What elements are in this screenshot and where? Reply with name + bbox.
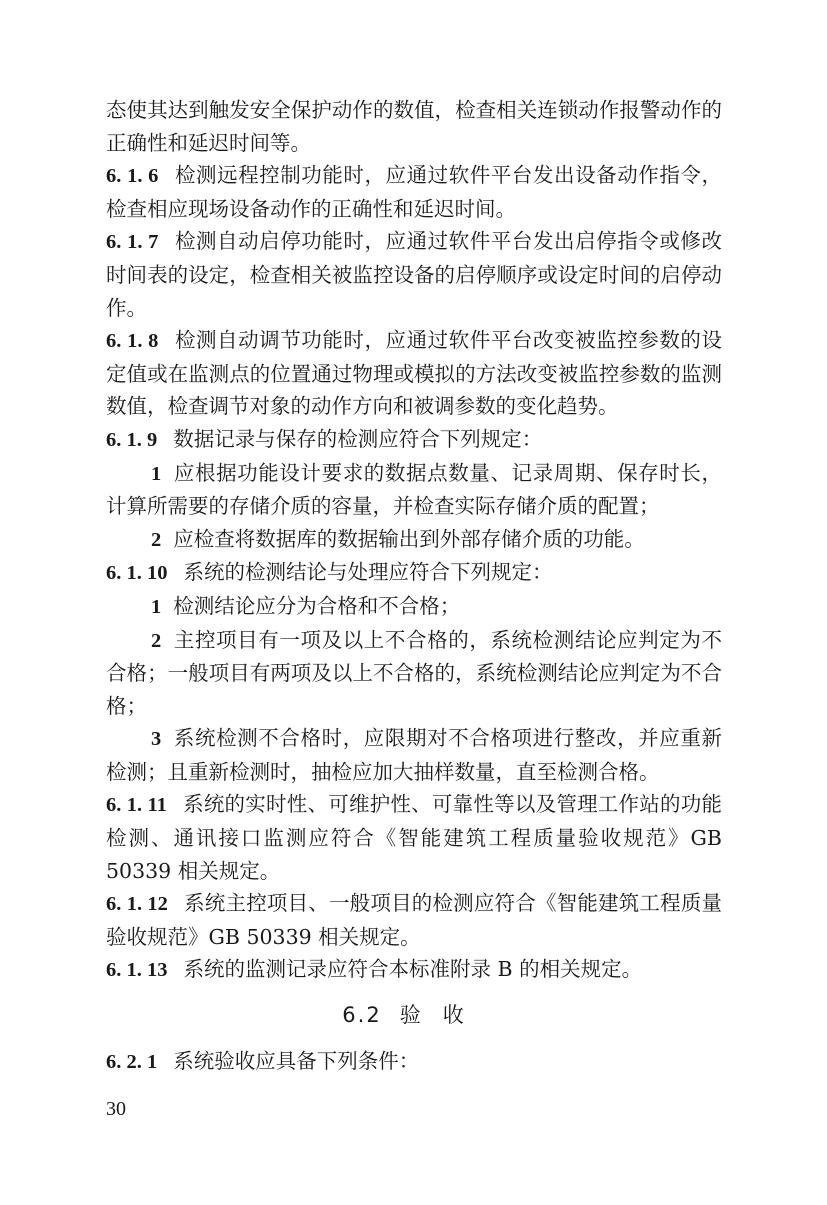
paragraph-text: 数据记录与保存的检测应符合下列规定： <box>173 426 543 451</box>
paragraph <box>106 94 722 159</box>
clause-number: 6. 1. 13 <box>106 959 168 982</box>
paragraph-text: 检测远程控制功能时，应通过软件平台发出设备动作指令，检查相应现场设备动作的正确性和延迟时间。 <box>106 163 722 221</box>
clause-paragraph <box>106 953 722 987</box>
paragraph-text: 检测自动调节功能时，应通过软件平台改变被监控参数的设定值或在监测点的位置通过物理或模拟的方法改变被监控参数的监测数值，检查调节对象的动作方向和被调参数的变化趋势。 <box>106 328 722 419</box>
clause-paragraph <box>106 423 722 457</box>
item-number: 2 <box>151 528 162 551</box>
clause-paragraph <box>106 887 722 953</box>
item-number: 3 <box>151 728 162 751</box>
clause-number: 6. 1. 10 <box>106 562 168 585</box>
paragraph-text: 系统检测不合格时，应限期对不合格项进行整改，并应重新检测；且重新检测时，抽检应加大抽样数量，直至检测合格。 <box>106 726 722 784</box>
paragraph-text: 态使其达到触发安全保护动作的数值，检查相关连锁动作报警动作的正确性和延迟时间等。 <box>106 98 722 155</box>
paragraph-text: 系统验收应具备下列条件： <box>173 1049 420 1074</box>
clause-number: 6. 1. 12 <box>106 893 168 916</box>
clause-paragraph <box>106 788 722 887</box>
paragraph-text: 系统的实时性、可维护性、可靠性等以及管理工作站的功能检测、通讯接口监测应符合《智能建筑工程质量验收规范》GB 50339 相关规定。 <box>106 792 722 883</box>
section-heading <box>106 999 722 1031</box>
item-number: 1 <box>151 462 162 485</box>
clause-paragraph <box>106 324 722 423</box>
paragraph-text: 检测结论应分为合格和不合格； <box>173 593 461 618</box>
page-number: 30 <box>106 1098 126 1120</box>
clause-paragraph <box>106 556 722 590</box>
list-item <box>106 590 722 624</box>
list-item <box>106 722 722 788</box>
clause-number: 6. 1. 7 <box>106 231 159 254</box>
paragraph-text: 系统的检测结论与处理应符合下列规定： <box>183 560 553 585</box>
list-item <box>106 457 722 523</box>
paragraph-text: 系统的监测记录应符合本标准附录 B 的相关规定。 <box>183 957 643 982</box>
clause-number: 6. 2. 1 <box>106 1051 158 1074</box>
clause-number: 6. 1. 6 <box>106 165 159 188</box>
clause-number: 6. 1. 9 <box>106 428 158 451</box>
clause-paragraph <box>106 225 722 324</box>
clause-paragraph <box>106 159 722 225</box>
paragraph-text: 主控项目有一项及以上不合格的，系统检测结论应判定为不合格；一般项目有两项及以上不合格的，系统检测结论应判定为不合格； <box>106 627 722 718</box>
list-item <box>106 624 722 723</box>
clauses-6-1 <box>106 94 722 987</box>
item-number: 1 <box>151 595 162 618</box>
section-number: 6.2 <box>342 1003 382 1028</box>
item-number: 2 <box>151 629 162 652</box>
clause-number: 6. 1. 8 <box>106 330 159 353</box>
paragraph-text: 系统主控项目、一般项目的检测应符合《智能建筑工程质量验收规范》GB 50339 相关规定。 <box>106 891 723 949</box>
paragraph-text: 应检查将数据库的数据输出到外部存储介质的功能。 <box>173 526 645 551</box>
paragraph-text: 应根据功能设计要求的数据点数量、记录周期、保存时长，计算所需要的存储介质的容量，并检查实际存储介质的配置； <box>106 460 722 519</box>
clauses-6-2 <box>106 1045 722 1079</box>
section-title: 验收 <box>399 1003 486 1028</box>
clause-number: 6. 1. 11 <box>106 794 167 817</box>
document-body <box>106 94 722 1079</box>
clause-paragraph <box>106 1045 722 1079</box>
list-item <box>106 523 722 557</box>
paragraph-text: 检测自动启停功能时，应通过软件平台发出启停指令或修改时间表的设定，检查相关被监控设备的启停顺序或设定时间的启停动作。 <box>106 229 722 320</box>
